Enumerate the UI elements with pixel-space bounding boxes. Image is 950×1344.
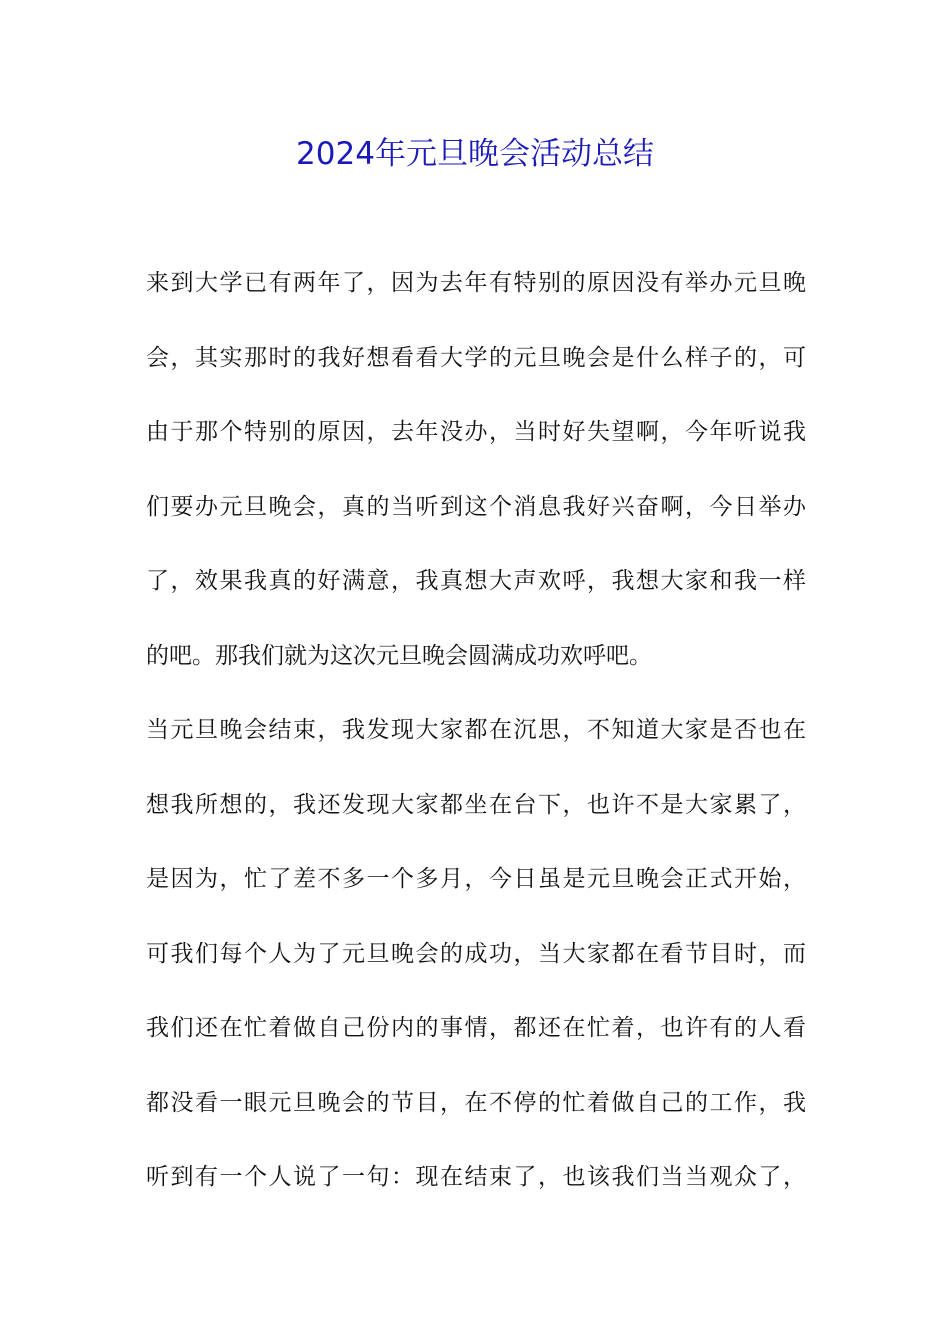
paragraph-2 bbox=[146, 705, 806, 1227]
text-line: 由于那个特别的原因，去年没办，当时好失望啊，今年听说我 bbox=[146, 419, 806, 445]
paragraph-1 bbox=[146, 258, 806, 705]
text-line: 当元旦晚会结束，我发现大家都在沉思，不知道大家是否也在 bbox=[146, 717, 806, 743]
text-line: 我们还在忙着做自己份内的事情，都还在忙着，也许有的人看 bbox=[146, 1015, 806, 1041]
text-line: 是因为，忙了差不多一个多月，今日虽是元旦晚会正式开始， bbox=[146, 866, 806, 892]
text-line: 想我所想的，我还发现大家都坐在台下，也许不是大家累了， bbox=[146, 791, 806, 818]
text-line: 了，效果我真的好满意，我真想大声欢呼，我想大家和我一样 bbox=[146, 568, 806, 594]
text-line: 都没看一眼元旦晚会的节目，在不停的忙着做自己的工作，我 bbox=[146, 1089, 806, 1116]
document-body bbox=[146, 258, 806, 1227]
text-line: 来到大学已有两年了，因为去年有特别的原因没有举办元旦晚 bbox=[146, 270, 806, 296]
text-line: 会，其实那时的我好想看看大学的元旦晚会是什么样子的，可 bbox=[146, 344, 806, 371]
text-line: 的吧。那我们就为这次元旦晚会圆满成功欢呼吧。 bbox=[146, 642, 652, 669]
text-line: 听到有一个人说了一句：现在结束了，也该我们当当观众了， bbox=[146, 1164, 806, 1190]
text-line: 可我们每个人为了元旦晚会的成功，当大家都在看节目时，而 bbox=[146, 940, 806, 967]
document-title: 2024年元旦晚会活动总结 bbox=[296, 136, 654, 172]
text-line: 们要办元旦晚会，真的当听到这个消息我好兴奋啊，今日举办 bbox=[146, 493, 806, 520]
